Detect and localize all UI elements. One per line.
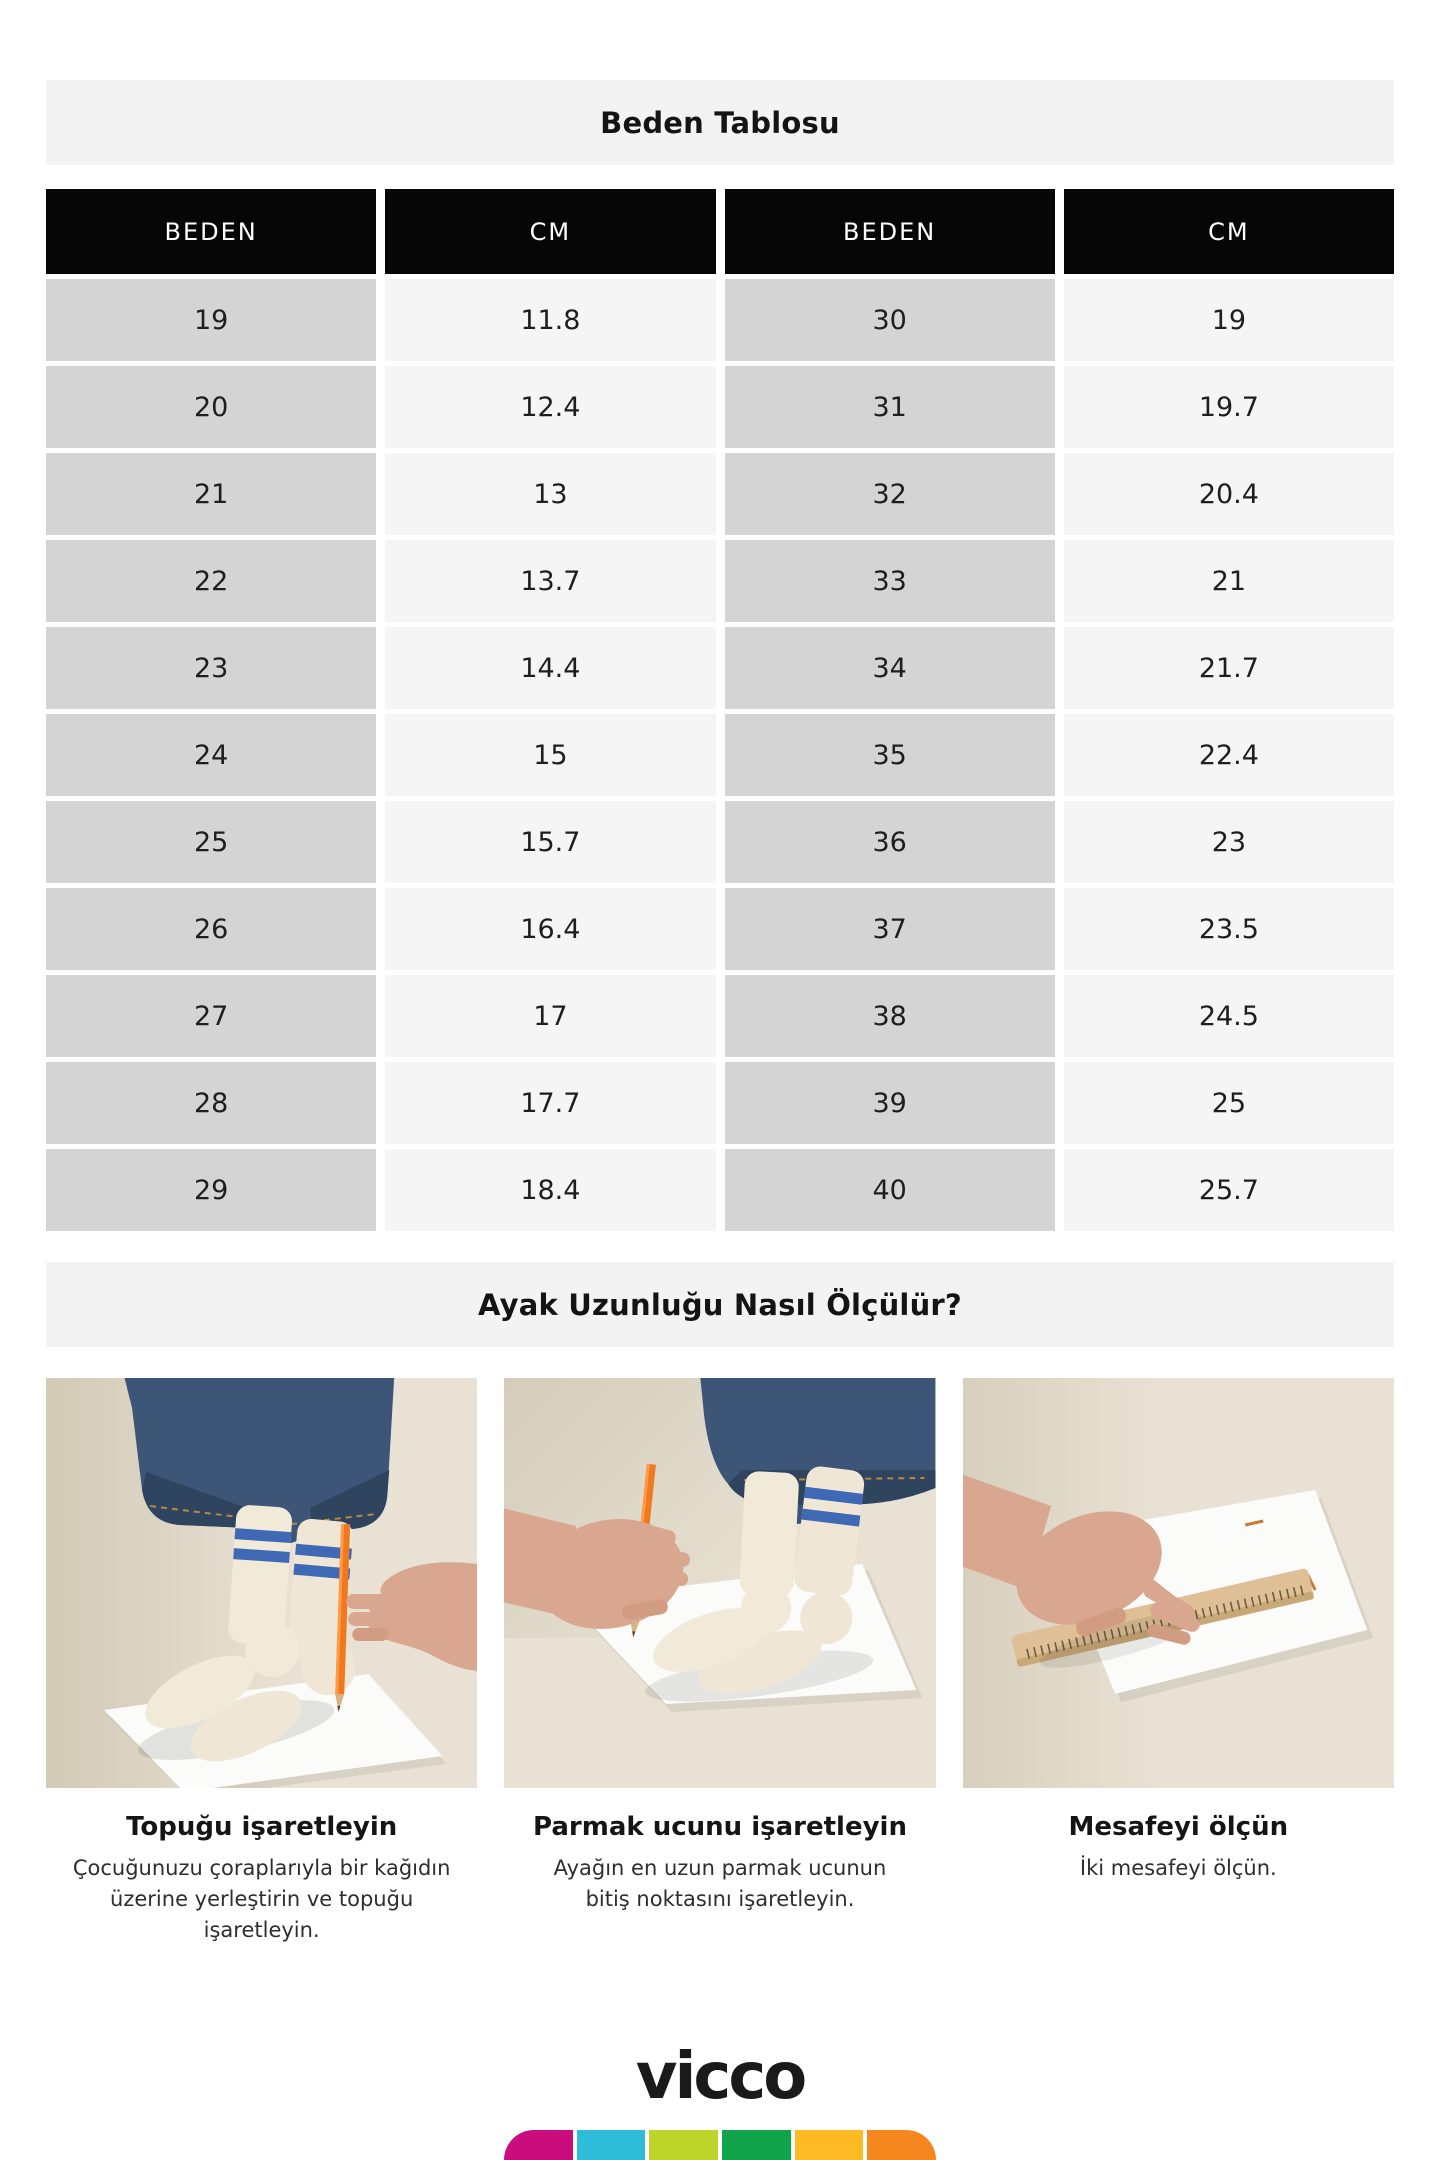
- size-value-cell: 21: [46, 453, 376, 535]
- size-table-header-cell: BEDEN: [46, 189, 376, 274]
- rainbow-segment: [649, 2130, 718, 2160]
- size-value-cell: 29: [46, 1149, 376, 1231]
- cm-value-cell: 17: [385, 975, 715, 1057]
- size-value-cell: 36: [725, 801, 1055, 883]
- rainbow-segment: [722, 2130, 791, 2160]
- size-value-cell: 26: [46, 888, 376, 970]
- step-caption-measure: [963, 1812, 1394, 1946]
- size-value-cell: 28: [46, 1062, 376, 1144]
- step-heading: Mesafeyi ölçün: [1068, 1812, 1289, 1842]
- cm-value-cell: 13: [385, 453, 715, 535]
- cm-value-cell: 21: [1064, 540, 1394, 622]
- size-table: [46, 189, 1394, 1231]
- size-value-cell: 25: [46, 801, 376, 883]
- size-table-header-cell: CM: [385, 189, 715, 274]
- size-value-cell: 24: [46, 714, 376, 796]
- cm-value-cell: 25: [1064, 1062, 1394, 1144]
- cm-value-cell: 21.7: [1064, 627, 1394, 709]
- cm-value-cell: 18.4: [385, 1149, 715, 1231]
- cm-value-cell: 22.4: [1064, 714, 1394, 796]
- cm-value-cell: 19.7: [1064, 366, 1394, 448]
- size-value-cell: 19: [46, 279, 376, 361]
- cm-value-cell: 11.8: [385, 279, 715, 361]
- cm-value-cell: 23.5: [1064, 888, 1394, 970]
- cm-value-cell: 12.4: [385, 366, 715, 448]
- toe-marking-photo-illustration: [504, 1378, 935, 1788]
- ruler-measuring-photo: [963, 1378, 1394, 1788]
- toe-marking-photo: [504, 1378, 935, 1788]
- how-to-captions: [46, 1812, 1394, 1946]
- heel-marking-photo-illustration: [46, 1378, 477, 1788]
- step-caption-toe: [504, 1812, 935, 1946]
- step-description: Ayağın en uzun parmak ucunun bitiş noktasını işaretleyin.: [553, 1856, 887, 1911]
- step-description: İki mesafeyi ölçün.: [1079, 1856, 1277, 1880]
- rainbow-segment: [867, 2130, 936, 2160]
- rainbow-segment: [504, 2130, 573, 2160]
- heel-marking-photo: [46, 1378, 477, 1788]
- size-value-cell: 23: [46, 627, 376, 709]
- size-value-cell: 40: [725, 1149, 1055, 1231]
- ruler-measuring-photo-illustration: [963, 1378, 1394, 1788]
- cm-value-cell: 16.4: [385, 888, 715, 970]
- vicco-logo: vicco: [635, 2040, 805, 2114]
- cm-value-cell: 24.5: [1064, 975, 1394, 1057]
- brand-footer: [0, 2040, 1440, 2160]
- size-value-cell: 32: [725, 453, 1055, 535]
- size-value-cell: 38: [725, 975, 1055, 1057]
- size-value-cell: 35: [725, 714, 1055, 796]
- cm-value-cell: 15: [385, 714, 715, 796]
- size-value-cell: 30: [725, 279, 1055, 361]
- size-value-cell: 31: [725, 366, 1055, 448]
- cm-value-cell: 20.4: [1064, 453, 1394, 535]
- size-value-cell: 27: [46, 975, 376, 1057]
- size-value-cell: 34: [725, 627, 1055, 709]
- cm-value-cell: 25.7: [1064, 1149, 1394, 1231]
- how-to-photos: [46, 1378, 1394, 1788]
- size-value-cell: 33: [725, 540, 1055, 622]
- step-description: Çocuğunuzu çoraplarıyla bir kağıdın üzerine yerleştirin ve topuğu işaretleyin.: [72, 1856, 451, 1942]
- size-chart-title: Beden Tablosu: [600, 105, 840, 140]
- cm-value-cell: 17.7: [385, 1062, 715, 1144]
- size-chart-title-band: [46, 80, 1394, 165]
- rainbow-bar: [504, 2130, 936, 2160]
- step-heading: Topuğu işaretleyin: [126, 1812, 398, 1842]
- cm-value-cell: 23: [1064, 801, 1394, 883]
- size-value-cell: 22: [46, 540, 376, 622]
- cm-value-cell: 13.7: [385, 540, 715, 622]
- cm-value-cell: 19: [1064, 279, 1394, 361]
- how-to-title: Ayak Uzunluğu Nasıl Ölçülür?: [478, 1287, 962, 1322]
- size-table-header-cell: BEDEN: [725, 189, 1055, 274]
- step-heading: Parmak ucunu işaretleyin: [533, 1812, 907, 1842]
- size-value-cell: 37: [725, 888, 1055, 970]
- size-table-header-cell: CM: [1064, 189, 1394, 274]
- cm-value-cell: 15.7: [385, 801, 715, 883]
- size-value-cell: 39: [725, 1062, 1055, 1144]
- how-to-title-band: [46, 1262, 1394, 1347]
- rainbow-segment: [577, 2130, 646, 2160]
- cm-value-cell: 14.4: [385, 627, 715, 709]
- rainbow-segment: [795, 2130, 864, 2160]
- step-caption-heel: [46, 1812, 477, 1946]
- size-value-cell: 20: [46, 366, 376, 448]
